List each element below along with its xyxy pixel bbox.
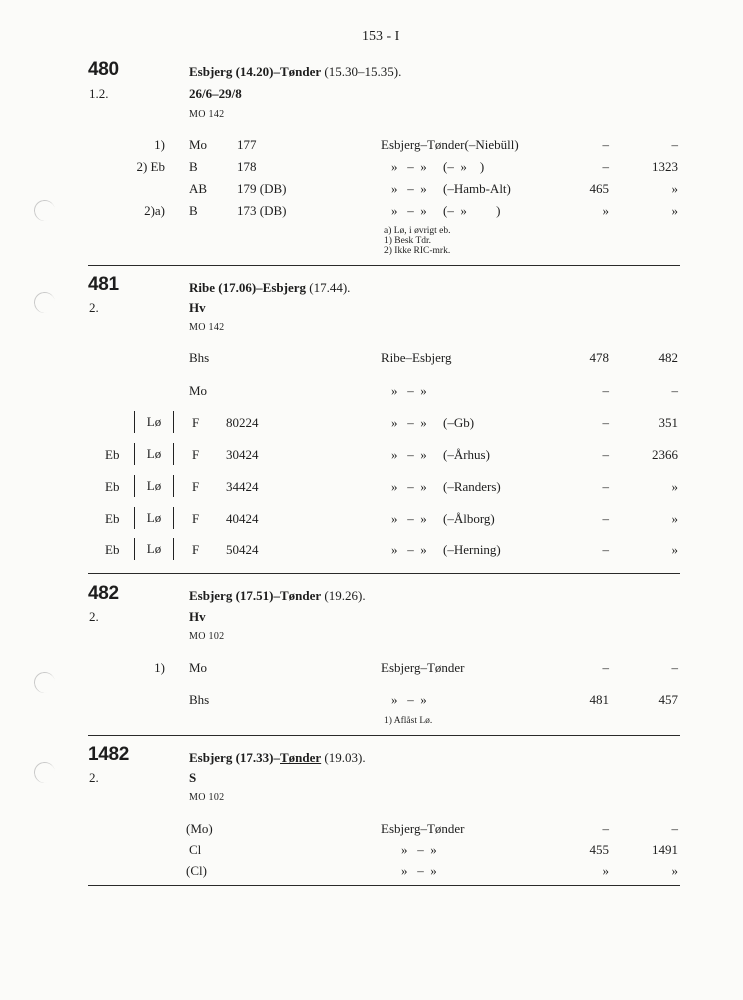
- period: S: [189, 770, 197, 785]
- row-class: (Mo): [186, 821, 213, 836]
- row-class: B: [189, 159, 198, 174]
- row-destination: » – » (– » ): [391, 203, 501, 218]
- row-destination: » – » (–Gb): [391, 415, 475, 430]
- row-col1: –: [602, 542, 609, 557]
- period: 26/6–29/8: [189, 86, 242, 101]
- route-from: Esbjerg (17.51)–: [189, 588, 280, 603]
- train-number: 481: [88, 274, 119, 295]
- footnote: a) Lø, i øvrigt eb.: [384, 226, 451, 236]
- row-col1: –: [602, 660, 609, 675]
- row-col2: »: [671, 181, 678, 196]
- route-to: Esbjerg: [262, 280, 307, 295]
- row-car: 173 (DB): [237, 203, 287, 218]
- binder-hole: [32, 760, 56, 784]
- route-from: Esbjerg (14.20)–: [189, 64, 280, 79]
- binder-hole: [32, 670, 56, 694]
- row-col1: 478: [589, 350, 609, 365]
- days-code: 2.: [89, 300, 99, 315]
- route-to: Tønder: [280, 750, 322, 765]
- route-from: Ribe (17.06)–: [189, 280, 263, 295]
- footnote: 1) Besk Tdr.: [384, 236, 432, 246]
- row-col1: –: [602, 159, 609, 174]
- row-col1: –: [602, 821, 609, 836]
- row-col2: »: [671, 479, 678, 494]
- row-class: B: [189, 203, 198, 218]
- row-destination: » – » (–Århus): [391, 447, 490, 462]
- row-col1: »: [602, 863, 609, 878]
- row-mark: 2) Eb: [136, 159, 165, 174]
- row-class: Bhs: [189, 692, 210, 707]
- row-destination: » – » (–Hamb-Alt): [391, 181, 511, 196]
- footnote: 2) Ikke RIC-mrk.: [384, 246, 451, 256]
- mo-code: MO 142: [189, 109, 225, 120]
- row-col1: »: [602, 203, 609, 218]
- section-divider: [88, 573, 680, 574]
- row-destination: Esbjerg–Tønder: [381, 821, 465, 836]
- row-col1: –: [602, 479, 609, 494]
- row-car: 179 (DB): [237, 181, 287, 196]
- row-col1: –: [602, 415, 609, 430]
- row-destination: » – »: [401, 863, 437, 878]
- lo-box: Lø: [134, 507, 174, 529]
- footnote: 1) Aflåst Lø.: [384, 716, 433, 726]
- row-class: Mo: [189, 660, 208, 675]
- row-col2: –: [671, 821, 678, 836]
- row-col2: 2366: [652, 447, 678, 462]
- row-car: 34424: [226, 479, 259, 494]
- route-times: (19.26).: [321, 588, 366, 603]
- row-col2: 1323: [652, 159, 678, 174]
- route-title: [189, 750, 366, 766]
- period: Hv: [189, 300, 206, 315]
- row-col1: –: [602, 447, 609, 462]
- row-class: AB: [189, 181, 208, 196]
- row-car: 80224: [226, 415, 259, 430]
- row-mark: Eb: [105, 447, 120, 462]
- row-col2: 1491: [652, 842, 678, 857]
- row-col2: –: [671, 383, 678, 398]
- row-destination: » – » (–Herning): [391, 542, 501, 557]
- row-car: 30424: [226, 447, 259, 462]
- row-destination: » – »: [401, 842, 437, 857]
- row-destination: Esbjerg–Tønder(–Niebüll): [381, 137, 519, 152]
- route-times: (17.44).: [306, 280, 351, 295]
- train-number: 482: [88, 583, 119, 604]
- row-col1: –: [602, 137, 609, 152]
- row-col1: 465: [589, 181, 609, 196]
- row-class: F: [192, 511, 200, 526]
- route-from: Esbjerg (17.33)–: [189, 750, 280, 765]
- row-destination: » – »: [391, 692, 427, 707]
- row-class: Cl: [189, 842, 202, 857]
- route-title: [189, 588, 366, 604]
- route-title: [189, 64, 401, 80]
- row-class: Bhs: [189, 350, 210, 365]
- row-col2: 482: [658, 350, 678, 365]
- lo-box: Lø: [134, 443, 174, 465]
- lo-box: Lø: [134, 411, 174, 433]
- train-number: 1482: [88, 744, 130, 765]
- row-mark: 1): [154, 660, 165, 675]
- row-col2: »: [671, 511, 678, 526]
- row-col2: 351: [658, 415, 678, 430]
- binder-hole: [32, 290, 56, 314]
- row-car: 177: [237, 137, 257, 152]
- row-destination: » – » (–Randers): [391, 479, 501, 494]
- row-mark: Eb: [105, 479, 120, 494]
- days-code: 2.: [89, 609, 99, 624]
- row-class: Mo: [189, 137, 208, 152]
- lo-box: Lø: [134, 538, 174, 560]
- row-mark: Eb: [105, 511, 120, 526]
- days-code: 1.2.: [89, 86, 109, 101]
- row-col1: –: [602, 383, 609, 398]
- section-divider: [88, 735, 680, 736]
- section-divider: [88, 265, 680, 266]
- row-col2: –: [671, 137, 678, 152]
- row-car: 40424: [226, 511, 259, 526]
- row-class: F: [192, 415, 200, 430]
- row-mark: Eb: [105, 542, 120, 557]
- row-col1: 455: [589, 842, 609, 857]
- row-col2: –: [671, 660, 678, 675]
- row-col2: »: [671, 203, 678, 218]
- row-col2: »: [671, 542, 678, 557]
- mo-code: MO 142: [189, 322, 225, 333]
- period: Hv: [189, 609, 206, 624]
- row-class: Mo: [189, 383, 208, 398]
- row-col2: »: [671, 863, 678, 878]
- row-car: 50424: [226, 542, 259, 557]
- row-destination: » – » (–Ålborg): [391, 511, 495, 526]
- row-mark: 1): [154, 137, 165, 152]
- row-class: F: [192, 447, 200, 462]
- row-class: F: [192, 479, 200, 494]
- row-class: (Cl): [186, 863, 207, 878]
- page-number: 153 - I: [362, 29, 400, 44]
- mo-code: MO 102: [189, 792, 225, 803]
- route-times: (19.03).: [321, 750, 366, 765]
- lo-box: Lø: [134, 475, 174, 497]
- route-times: (15.30–15.35).: [321, 64, 402, 79]
- section-divider: [88, 885, 680, 886]
- train-number: 480: [88, 59, 119, 80]
- row-car: 178: [237, 159, 257, 174]
- row-destination: Ribe–Esbjerg: [381, 350, 452, 365]
- binder-hole: [32, 198, 56, 222]
- row-destination: Esbjerg–Tønder: [381, 660, 465, 675]
- row-destination: » – »: [391, 383, 427, 398]
- route-to: Tønder: [280, 588, 322, 603]
- route-to: Tønder: [280, 64, 322, 79]
- row-col1: –: [602, 511, 609, 526]
- row-col1: 481: [589, 692, 609, 707]
- days-code: 2.: [89, 770, 99, 785]
- row-mark: 2)a): [144, 203, 165, 218]
- row-class: F: [192, 542, 200, 557]
- row-destination: » – » (– » ): [391, 159, 485, 174]
- mo-code: MO 102: [189, 631, 225, 642]
- row-col2: 457: [658, 692, 678, 707]
- route-title: [189, 280, 350, 296]
